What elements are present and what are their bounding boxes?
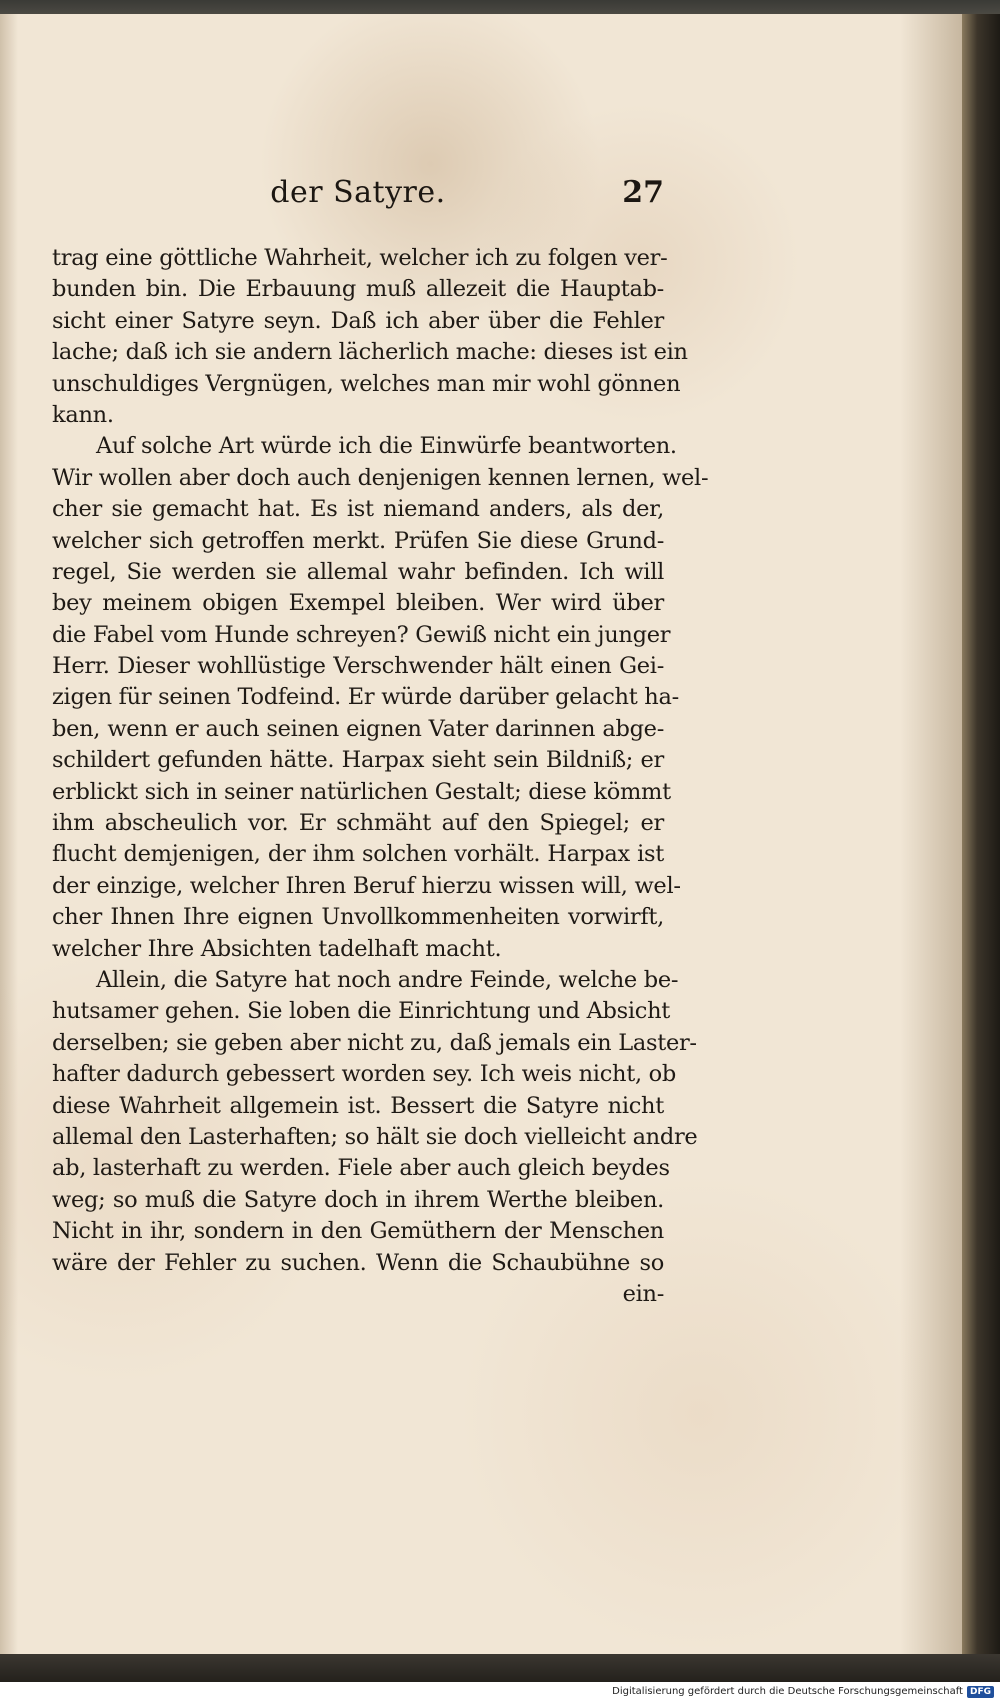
page-number: 27 <box>622 175 664 210</box>
text-line: lache; daß ich sie andern lächerlich mache: dieses ist ein <box>52 339 688 366</box>
text-line: sicht einer Satyre seyn. Daß ich aber über die Fehler <box>52 307 664 334</box>
running-title: der Satyre. <box>270 175 446 210</box>
text-line: bunden bin. Die Erbauung muß allezeit die Hauptab- <box>52 276 664 303</box>
text-line: wäre der Fehler zu suchen. Wenn die Schaubühne so <box>52 1249 664 1276</box>
text-line: trag eine göttliche Wahrheit, welcher ich zu folgen ver- <box>52 245 668 271</box>
book-spine-edge <box>962 14 1000 1654</box>
text-line: ben, wenn er auch seinen eignen Vater darinnen abge- <box>52 715 664 742</box>
text-line: Auf solche Art würde ich die Einwürfe beantworten. <box>96 433 677 460</box>
text-line: hutsamer gehen. Sie loben die Einrichtung und Absicht <box>52 998 671 1025</box>
text-line: Herr. Dieser wohllüstige Verschwender hält einen Gei- <box>52 653 664 680</box>
text-line: welcher sich getroffen merkt. Prüfen Sie diese Grund- <box>52 527 664 554</box>
text-line: Allein, die Satyre hat noch andre Feinde, welche be- <box>96 966 679 993</box>
text-line: ab, lasterhaft zu werden. Fiele aber auch gleich beydes <box>52 1155 670 1182</box>
page-header <box>52 175 664 215</box>
text-line: schildert gefunden hätte. Harpax sieht sein Bildniß; er <box>52 747 664 774</box>
text-line: erblickt sich in seiner natürlichen Gestalt; diese kömmt <box>52 778 671 805</box>
text-line: regel, Sie werden sie allemal wahr befinden. Ich will <box>52 558 664 585</box>
footer-credit: Digitalisierung gefördert durch die Deutsche Forschungsgemeinschaft <box>612 1686 963 1697</box>
text-line: hafter dadurch gebessert worden sey. Ich weis nicht, ob <box>52 1061 676 1088</box>
text-line: kann. <box>52 401 114 428</box>
text-line: diese Wahrheit allgemein ist. Bessert die Satyre nicht <box>52 1092 664 1119</box>
text-line: derselben; sie geben aber nicht zu, daß jemals ein Laster- <box>52 1029 697 1056</box>
dfg-logo: DFG <box>967 1686 994 1698</box>
digitization-footer <box>0 1682 1000 1701</box>
text-line: der einzige, welcher Ihren Beruf hierzu wissen will, wel- <box>52 872 681 899</box>
body-text <box>52 243 709 1310</box>
text-line: ihm abscheulich vor. Er schmäht auf den Spiegel; er <box>52 810 664 837</box>
text-line: cher Ihnen Ihre eignen Unvollkommenheiten vorwirft, <box>52 904 664 931</box>
text-line: zigen für seinen Todfeind. Er würde darüber gelacht ha- <box>52 684 679 711</box>
text-line: bey meinem obigen Exempel bleiben. Wer wird über <box>52 590 664 617</box>
text-line: Wir wollen aber doch auch denjenigen kennen lernen, wel- <box>52 464 709 491</box>
book-bottom-edge <box>0 1654 1000 1682</box>
text-line: allemal den Lasterhaften; so hält sie doch vielleicht andre <box>52 1123 698 1150</box>
text-line: flucht demjenigen, der ihm solchen vorhält. Harpax ist <box>52 841 664 868</box>
text-line: cher sie gemacht hat. Es ist niemand anders, als der, <box>52 496 664 523</box>
text-line: weg; so muß die Satyre doch in ihrem Werthe bleiben. <box>52 1186 664 1213</box>
text-line: Nicht in ihr, sondern in den Gemüthern der Menschen <box>52 1218 664 1245</box>
text-line: die Fabel vom Hunde schreyen? Gewiß nicht ein junger <box>52 621 671 648</box>
catchword: ein- <box>622 1280 664 1307</box>
text-line: welcher Ihre Absichten tadelhaft macht. <box>52 935 502 962</box>
text-line: unschuldiges Vergnügen, welches man mir wohl gönnen <box>52 370 681 397</box>
